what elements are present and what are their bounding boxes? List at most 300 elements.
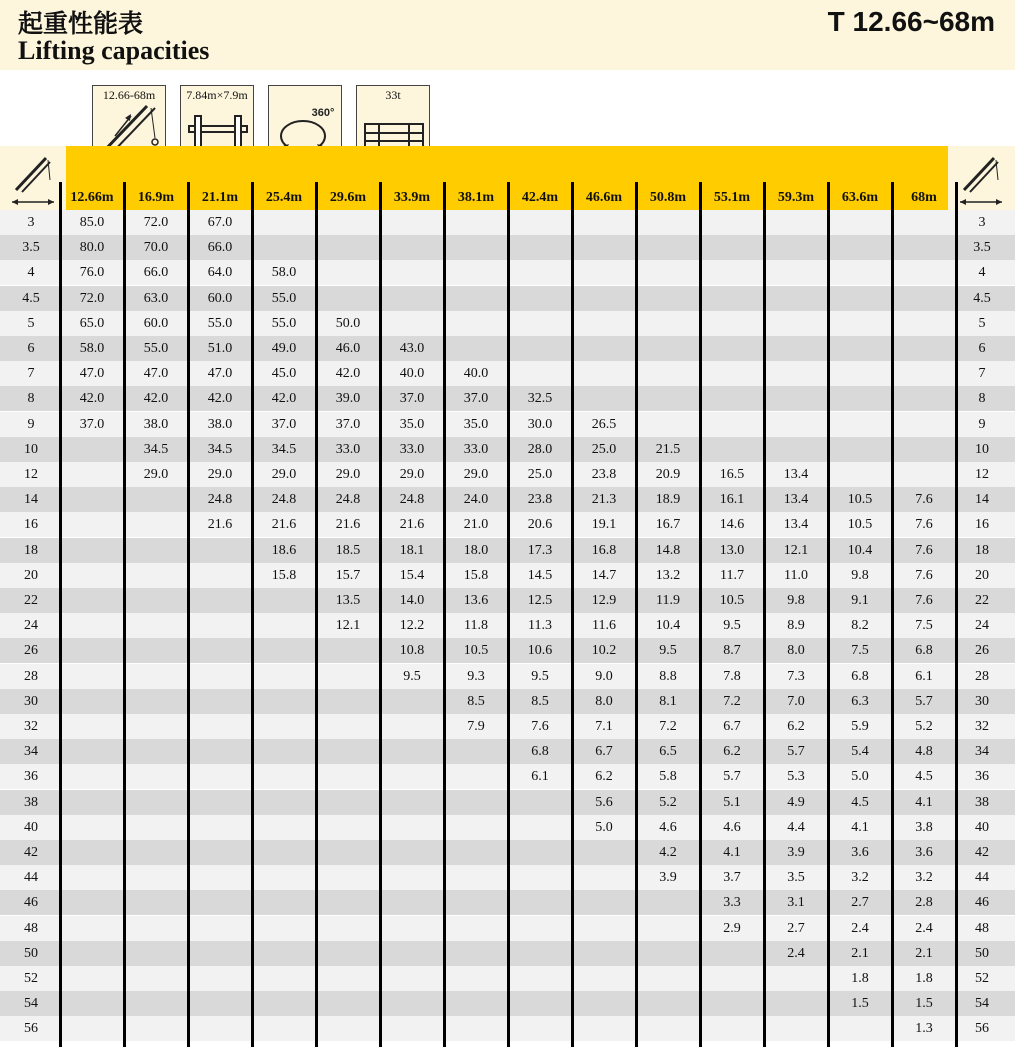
capacity-cell — [892, 361, 956, 386]
capacity-cell: 5.7 — [787, 744, 805, 760]
capacity-cell: 42.0 — [79, 391, 105, 407]
capacity-cell: 4.2 — [659, 845, 677, 860]
capacity-cell — [508, 840, 572, 865]
radius-label-right: 10 — [975, 441, 989, 457]
capacity-cell: 16.5 — [719, 467, 745, 482]
capacity-cell — [124, 538, 188, 563]
boom-length-header: 59.3m — [777, 190, 815, 205]
page-header — [0, 0, 1015, 70]
capacity-cell — [572, 260, 636, 285]
capacity-cell: 1.8 — [915, 971, 933, 986]
capacity-cell: 12.1 — [783, 542, 809, 558]
capacity-cell: 5.0 — [851, 769, 869, 785]
capacity-cell: 12.2 — [399, 618, 425, 634]
capacity-cell — [124, 790, 188, 815]
capacity-cell: 8.5 — [467, 693, 485, 709]
capacity-cell: 21.6 — [399, 517, 425, 533]
capacity-cell — [828, 437, 892, 462]
capacity-cell: 37.0 — [463, 391, 489, 407]
capacity-cell — [188, 638, 252, 663]
capacity-cell — [508, 336, 572, 361]
capacity-cell — [380, 1016, 444, 1041]
boom-length-header: 50.8m — [649, 190, 687, 205]
capacity-cell: 55.0 — [207, 315, 233, 331]
capacity-cell: 24.8 — [335, 492, 361, 508]
capacity-cell: 9.3 — [467, 668, 485, 684]
capacity-cell — [60, 588, 124, 613]
capacity-cell — [316, 1016, 380, 1041]
capacity-cell: 72.0 — [143, 215, 169, 230]
capacity-cell: 10.6 — [527, 643, 553, 659]
capacity-cell: 5.6 — [595, 794, 613, 810]
capacity-cell: 18.9 — [655, 492, 681, 508]
capacity-cell: 67.0 — [207, 215, 233, 230]
capacity-cell: 6.5 — [659, 744, 677, 760]
capacity-cell — [636, 941, 700, 966]
capacity-cell — [892, 235, 956, 260]
capacity-cell — [380, 739, 444, 764]
column-separator — [827, 182, 830, 1047]
capacity-cell: 1.3 — [915, 1021, 933, 1037]
capacity-cell: 12.9 — [591, 593, 617, 608]
capacity-cell — [444, 210, 508, 235]
capacity-cell — [124, 563, 188, 588]
capacity-cell: 15.4 — [399, 567, 425, 583]
capacity-cell — [700, 210, 764, 235]
capacity-cell: 2.4 — [915, 920, 933, 936]
capacity-cell: 25.0 — [591, 441, 617, 457]
capacity-cell: 8.9 — [787, 618, 805, 634]
radius-label-left: 14 — [24, 492, 38, 508]
capacity-cell — [444, 790, 508, 815]
column-separator — [251, 182, 254, 1047]
capacity-cell: 10.5 — [719, 593, 745, 608]
capacity-cell — [508, 941, 572, 966]
capacity-cell — [252, 991, 316, 1016]
capacity-cell — [700, 260, 764, 285]
capacity-cell — [380, 890, 444, 915]
capacity-cell: 2.7 — [851, 895, 869, 911]
capacity-cell — [508, 311, 572, 336]
radius-label-right: 16 — [975, 517, 989, 533]
capacity-cell — [380, 311, 444, 336]
capacity-cell — [380, 235, 444, 260]
capacity-cell — [380, 941, 444, 966]
capacity-cell — [828, 412, 892, 437]
capacity-cell: 6.8 — [851, 668, 869, 684]
capacity-cell: 4.5 — [851, 794, 869, 810]
capacity-cell — [316, 638, 380, 663]
capacity-cell: 26.5 — [591, 416, 617, 432]
capacity-cell: 6.7 — [723, 719, 741, 734]
capacity-cell — [764, 311, 828, 336]
capacity-cell: 10.5 — [463, 643, 489, 659]
capacity-cell — [188, 865, 252, 890]
capacity-cell: 42.0 — [335, 366, 361, 382]
capacity-cell — [700, 966, 764, 991]
capacity-cell — [316, 790, 380, 815]
capacity-cell: 3.2 — [851, 870, 869, 886]
capacity-cell: 9.5 — [659, 643, 677, 659]
capacity-cell — [636, 235, 700, 260]
capacity-cell — [828, 1016, 892, 1041]
capacity-cell — [60, 991, 124, 1016]
capacity-cell: 4.6 — [659, 819, 677, 835]
capacity-cell: 37.0 — [399, 391, 425, 407]
title-chinese: 起重性能表 — [18, 9, 144, 38]
capacity-cell: 12.5 — [527, 593, 553, 608]
capacity-cell — [444, 890, 508, 915]
capacity-cell — [252, 966, 316, 991]
capacity-cell — [60, 563, 124, 588]
radius-label-right: 12 — [975, 467, 989, 482]
capacity-cell: 85.0 — [79, 215, 105, 230]
column-separator — [635, 182, 638, 1047]
radius-label-left: 52 — [24, 971, 38, 986]
capacity-cell: 14.6 — [719, 517, 745, 533]
capacity-cell: 5.7 — [915, 693, 933, 709]
capacity-cell: 37.0 — [79, 416, 105, 432]
capacity-cell: 21.6 — [335, 517, 361, 533]
capacity-cell — [252, 613, 316, 638]
radius-label-left: 54 — [24, 996, 38, 1012]
capacity-cell: 60.0 — [207, 290, 233, 306]
radius-label-left: 28 — [24, 668, 38, 684]
outrigger-span-label: 7.84m×7.9m — [186, 88, 248, 102]
capacity-cell: 2.4 — [787, 945, 805, 961]
capacity-cell — [380, 714, 444, 739]
radius-label-left: 50 — [24, 945, 38, 961]
capacity-cell — [188, 563, 252, 588]
capacity-cell: 7.3 — [787, 668, 805, 684]
capacity-cell: 7.2 — [659, 719, 677, 734]
radius-label-left: 16 — [24, 517, 38, 533]
capacity-cell — [892, 286, 956, 311]
capacity-cell — [508, 890, 572, 915]
boom-length-header: 42.4m — [521, 190, 559, 205]
capacity-cell: 5.1 — [723, 794, 741, 810]
capacity-cell — [572, 966, 636, 991]
radius-label-right: 42 — [975, 845, 989, 860]
capacity-cell — [316, 260, 380, 285]
capacity-cell: 3.8 — [915, 819, 933, 835]
capacity-cell — [124, 739, 188, 764]
capacity-cell: 3.3 — [723, 895, 741, 911]
radius-label-left: 48 — [24, 920, 38, 936]
capacity-cell — [828, 210, 892, 235]
capacity-cell — [508, 260, 572, 285]
capacity-cell: 33.0 — [335, 441, 361, 457]
capacity-cell: 5.2 — [659, 794, 677, 810]
capacity-cell — [124, 764, 188, 789]
capacity-cell — [508, 286, 572, 311]
capacity-cell: 5.2 — [915, 719, 933, 734]
capacity-cell: 35.0 — [463, 416, 489, 432]
capacity-cell: 11.9 — [656, 593, 680, 608]
capacity-cell — [188, 815, 252, 840]
capacity-cell — [572, 941, 636, 966]
radius-label-left: 42 — [24, 845, 38, 860]
capacity-cell — [60, 664, 124, 689]
capacity-cell — [892, 336, 956, 361]
capacity-cell: 18.6 — [271, 542, 297, 558]
capacity-cell: 14.0 — [399, 593, 425, 608]
capacity-cell — [188, 966, 252, 991]
boom-length-header: 25.4m — [265, 190, 303, 205]
capacity-cell: 35.0 — [399, 416, 425, 432]
capacity-cell — [380, 966, 444, 991]
capacity-cell — [380, 764, 444, 789]
capacity-cell: 16.8 — [591, 542, 617, 558]
capacity-cell — [636, 916, 700, 941]
capacity-cell: 6.8 — [915, 643, 933, 659]
capacity-cell: 63.0 — [143, 290, 169, 306]
capacity-cell: 10.2 — [591, 643, 617, 659]
capacity-cell: 4.1 — [915, 794, 933, 810]
capacity-cell — [892, 386, 956, 411]
capacity-cell: 55.0 — [143, 341, 169, 356]
capacity-cell: 7.6 — [915, 567, 933, 583]
capacity-cell — [508, 790, 572, 815]
capacity-cell — [700, 311, 764, 336]
capacity-cell — [188, 613, 252, 638]
capacity-cell — [444, 840, 508, 865]
capacity-cell: 7.6 — [915, 593, 933, 608]
capacity-cell — [60, 815, 124, 840]
capacity-cell: 4.9 — [787, 794, 805, 810]
capacity-cell: 11.3 — [528, 618, 552, 634]
capacity-cell — [444, 941, 508, 966]
capacity-cell — [764, 336, 828, 361]
radius-label-left: 5 — [27, 315, 35, 331]
boom-length-header: 16.9m — [137, 190, 175, 205]
capacity-cell: 14.5 — [527, 567, 553, 583]
column-separator — [315, 182, 318, 1047]
capacity-cell: 40.0 — [399, 366, 425, 382]
radius-label-right: 9 — [978, 416, 986, 432]
capacity-cell — [764, 386, 828, 411]
capacity-cell — [380, 840, 444, 865]
capacity-cell — [380, 865, 444, 890]
capacity-cell: 21.5 — [655, 441, 681, 457]
capacity-cell: 6.1 — [531, 769, 549, 785]
capacity-cell: 10.8 — [399, 643, 425, 659]
capacity-cell: 38.0 — [207, 416, 233, 432]
capacity-cell — [380, 790, 444, 815]
capacity-cell — [764, 437, 828, 462]
radius-label-right: 48 — [975, 920, 989, 936]
capacity-cell: 6.2 — [595, 769, 613, 785]
radius-label-right: 20 — [975, 567, 989, 583]
radius-label-right: 56 — [975, 1021, 989, 1037]
capacity-cell — [636, 412, 700, 437]
capacity-cell: 17.3 — [527, 542, 553, 558]
capacity-cell: 23.8 — [527, 492, 553, 508]
radius-label-right: 4 — [978, 265, 986, 281]
capacity-cell: 3.9 — [659, 870, 677, 886]
capacity-cell: 3.5 — [787, 870, 805, 886]
capacity-cell — [316, 764, 380, 789]
capacity-cell — [444, 739, 508, 764]
capacity-cell: 13.6 — [463, 593, 489, 608]
radius-label-left: 34 — [24, 744, 38, 760]
capacity-cell: 38.0 — [143, 416, 169, 432]
radius-label-left: 40 — [24, 819, 38, 835]
capacity-cell: 4.1 — [723, 845, 741, 860]
capacity-cell — [508, 210, 572, 235]
radius-label-left: 8 — [27, 391, 35, 407]
capacity-cell — [124, 840, 188, 865]
capacity-cell — [572, 1016, 636, 1041]
capacity-cell: 16.7 — [655, 517, 681, 533]
capacity-cell — [700, 235, 764, 260]
radius-label-left: 6 — [27, 341, 35, 356]
capacity-cell — [316, 815, 380, 840]
capacity-cell: 66.0 — [207, 240, 233, 256]
capacity-cell — [892, 311, 956, 336]
capacity-cell — [508, 916, 572, 941]
capacity-cell — [124, 689, 188, 714]
capacity-cell: 11.6 — [592, 618, 616, 634]
capacity-cell — [380, 815, 444, 840]
capacity-cell: 15.7 — [335, 567, 361, 583]
capacity-cell — [316, 991, 380, 1016]
capacity-cell — [60, 1016, 124, 1041]
capacity-cell: 7.6 — [915, 517, 933, 533]
capacity-cell — [700, 336, 764, 361]
radius-label-right: 54 — [975, 996, 989, 1012]
capacity-cell — [444, 286, 508, 311]
capacity-cell — [892, 412, 956, 437]
capacity-cell: 49.0 — [271, 341, 297, 356]
capacity-cell: 42.0 — [143, 391, 169, 407]
capacity-cell: 65.0 — [79, 315, 105, 331]
capacity-cell: 7.1 — [595, 719, 613, 734]
radius-crane-icon-left — [8, 150, 58, 206]
capacity-cell — [60, 966, 124, 991]
capacity-cell — [124, 916, 188, 941]
capacity-cell: 2.8 — [915, 895, 933, 911]
radius-label-left: 4.5 — [22, 290, 40, 306]
boom-length-header: 63.6m — [841, 190, 879, 205]
capacity-cell: 6.3 — [851, 693, 869, 709]
capacity-cell: 5.9 — [851, 719, 869, 734]
capacity-cell: 18.1 — [399, 542, 425, 558]
capacity-cell: 5.8 — [659, 769, 677, 785]
capacity-cell — [252, 916, 316, 941]
radius-label-right: 30 — [975, 693, 989, 709]
capacity-cell — [252, 235, 316, 260]
capacity-cell — [60, 462, 124, 487]
capacity-cell: 16.1 — [719, 492, 745, 508]
capacity-cell: 32.5 — [527, 391, 553, 407]
capacity-cell — [188, 689, 252, 714]
capacity-cell: 3.9 — [787, 845, 805, 860]
capacity-cell — [572, 336, 636, 361]
capacity-cell: 7.0 — [787, 693, 805, 709]
capacity-cell — [124, 638, 188, 663]
capacity-cell: 80.0 — [79, 240, 105, 256]
capacity-cell: 8.1 — [659, 693, 677, 709]
capacity-cell — [252, 1016, 316, 1041]
capacity-cell: 6.2 — [787, 719, 805, 734]
capacity-cell — [60, 941, 124, 966]
capacity-cell: 58.0 — [79, 341, 105, 356]
capacity-cell: 8.5 — [531, 693, 549, 709]
capacity-cell: 6.1 — [915, 668, 933, 684]
capacity-cell — [252, 941, 316, 966]
capacity-cell — [764, 260, 828, 285]
capacity-cell — [380, 210, 444, 235]
capacity-cell — [60, 538, 124, 563]
capacity-cell: 60.0 — [143, 315, 169, 331]
capacity-cell: 13.2 — [655, 567, 681, 583]
capacity-cell: 18.0 — [463, 542, 489, 558]
capacity-cell — [124, 991, 188, 1016]
capacity-cell: 55.0 — [271, 315, 297, 331]
boom-length-header: 68m — [911, 190, 937, 205]
radius-label-left: 38 — [24, 794, 38, 810]
capacity-cell: 21.0 — [463, 517, 489, 533]
column-separator — [187, 182, 190, 1047]
capacity-cell: 33.0 — [399, 441, 425, 457]
title-english: Lifting capacities — [18, 36, 210, 65]
radius-label-left: 12 — [24, 467, 38, 482]
radius-label-right: 8 — [978, 391, 986, 407]
radius-label-right: 50 — [975, 945, 989, 961]
column-separator — [443, 182, 446, 1047]
radius-label-right: 40 — [975, 819, 989, 835]
capacity-cell — [444, 235, 508, 260]
radius-label-left: 22 — [24, 593, 38, 608]
column-separator — [699, 182, 702, 1047]
capacity-cell: 7.5 — [851, 643, 869, 659]
capacity-cell — [316, 966, 380, 991]
capacity-cell — [828, 336, 892, 361]
capacity-cell — [60, 689, 124, 714]
boom-length-header: 29.6m — [329, 190, 367, 205]
capacity-cell — [252, 588, 316, 613]
capacity-cell — [828, 311, 892, 336]
capacity-cell — [444, 764, 508, 789]
capacity-cell — [316, 865, 380, 890]
capacity-cell: 15.8 — [463, 567, 489, 583]
capacity-cell — [124, 815, 188, 840]
capacity-cell: 29.0 — [463, 467, 489, 482]
capacity-cell — [124, 714, 188, 739]
capacity-cell: 20.9 — [655, 467, 681, 482]
capacity-cell: 47.0 — [143, 366, 169, 382]
capacity-cell — [60, 790, 124, 815]
capacity-cell — [572, 235, 636, 260]
capacity-cell — [444, 865, 508, 890]
capacity-cell: 14.8 — [655, 542, 681, 558]
boom-length-header: 21.1m — [201, 190, 239, 205]
capacity-cell: 29.0 — [271, 467, 297, 482]
capacity-cell — [124, 865, 188, 890]
capacity-cell — [700, 361, 764, 386]
capacity-cell — [700, 386, 764, 411]
capacity-cell: 4.5 — [915, 769, 933, 785]
capacity-cell: 9.5 — [723, 618, 741, 634]
capacity-cell — [252, 714, 316, 739]
capacity-cell: 7.2 — [723, 693, 741, 709]
radius-label-left: 56 — [24, 1021, 38, 1037]
capacity-cell: 3.6 — [915, 845, 933, 860]
capacity-cell: 9.8 — [787, 593, 805, 608]
capacity-cell: 2.1 — [915, 945, 933, 961]
capacity-cell: 11.8 — [464, 618, 488, 634]
